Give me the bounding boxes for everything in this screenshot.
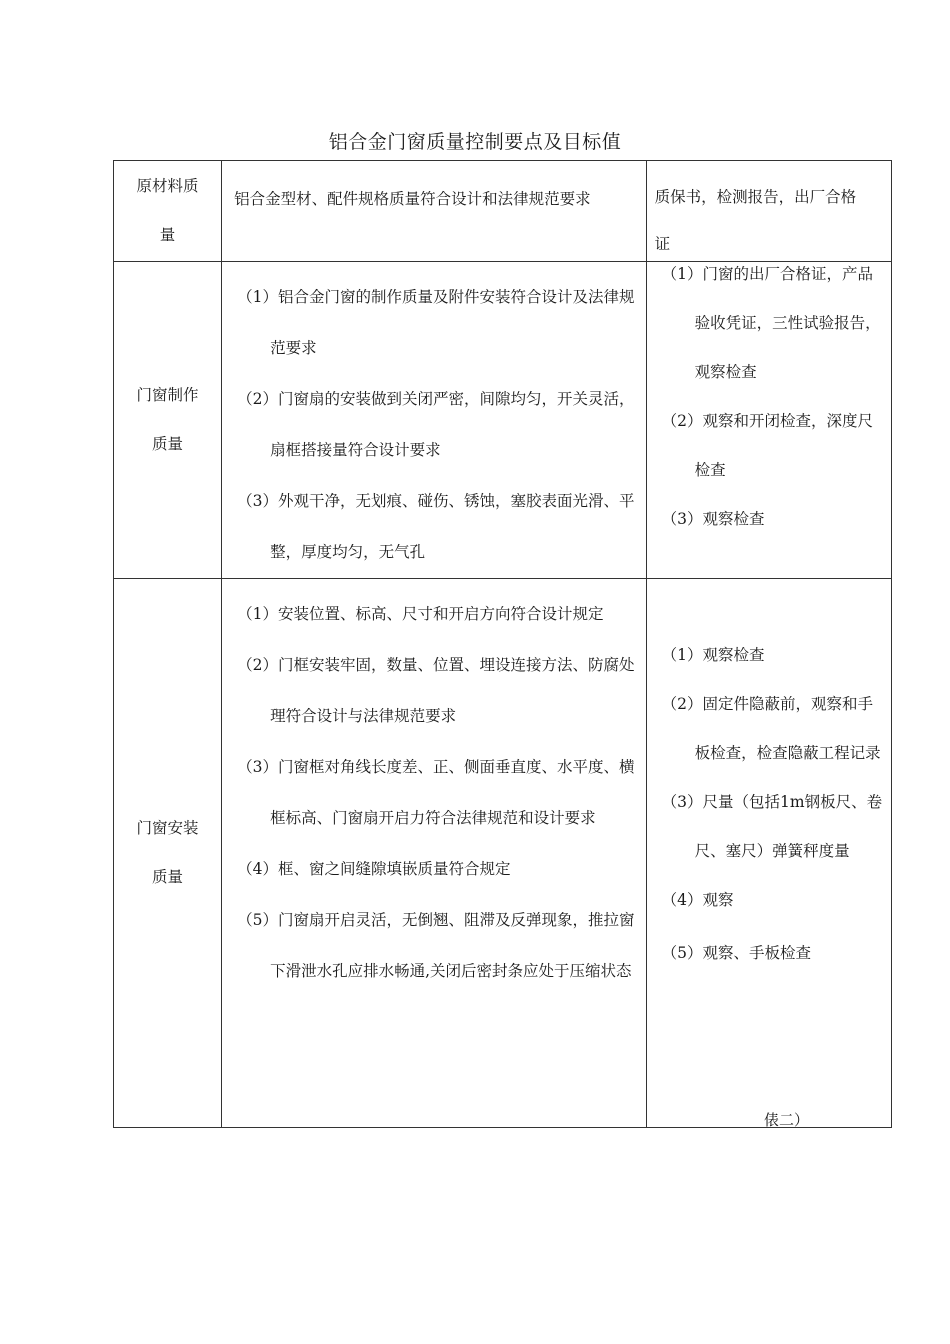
category-label: 门窗制作质量 bbox=[136, 386, 199, 453]
list-item: （3）外观干净，无划痕、碰伤、锈蚀，塞胶表面光滑、平整，厚度均匀，无气孔 bbox=[237, 492, 635, 561]
category-cell bbox=[114, 262, 222, 579]
page-title: 铝合金门窗质量控制要点及目标值 bbox=[328, 131, 622, 153]
table-row bbox=[114, 161, 892, 262]
list-item: （3）观察检查 bbox=[661, 510, 765, 528]
category-label: 原材料质量 bbox=[136, 177, 199, 244]
list-item: （3）门窗框对角线长度差、正、侧面垂直度、水平度、横框标高、门窗扇开启力符合法律规范和设计要求 bbox=[237, 758, 635, 827]
quality-control-table bbox=[113, 160, 892, 1128]
requirement-cell bbox=[222, 161, 647, 262]
check-text-continued: 证 bbox=[654, 235, 671, 253]
list-item: （2）门框安装牢固，数量、位置、埋设连接方法、防腐处理符合设计与法律规范要求 bbox=[237, 656, 635, 725]
list-item: （1）铝合金门窗的制作质量及附件安装符合设计及法律规范要求 bbox=[237, 288, 635, 357]
table-row bbox=[114, 579, 892, 1128]
check-cell bbox=[646, 579, 891, 1128]
requirement-cell bbox=[222, 579, 647, 1128]
list-item: （1）安装位置、标高、尺寸和开启方向符合设计规定 bbox=[237, 605, 604, 623]
list-item: （5）观察、手板检查 bbox=[661, 944, 812, 962]
category-cell bbox=[114, 579, 222, 1128]
requirement-list bbox=[222, 262, 646, 578]
list-item: （1）观察检查 bbox=[661, 646, 765, 664]
list-item: （2）固定件隐蔽前，观察和手板检查，检查隐蔽工程记录 bbox=[661, 695, 881, 762]
requirement-cell bbox=[222, 262, 647, 579]
category-cell bbox=[114, 161, 222, 262]
list-item: （3）尺量（包括1m钢板尺、卷尺、塞尺）弹簧秤度量 bbox=[661, 793, 883, 860]
list-item: （4）观察 bbox=[661, 891, 734, 909]
list-item: （4）框、窗之间缝隙填嵌质量符合规定 bbox=[237, 860, 511, 878]
table-row bbox=[114, 262, 892, 579]
list-item: （1）门窗的出厂合格证，产品验收凭证，三性试验报告，观察检查 bbox=[661, 265, 881, 381]
requirement-list bbox=[222, 579, 646, 997]
check-cell bbox=[646, 161, 891, 262]
check-list bbox=[647, 579, 891, 978]
check-text: 质保书，检测报告，出厂合格 bbox=[654, 188, 857, 206]
category-label: 门窗安装质量 bbox=[136, 819, 199, 886]
requirement-text: 铝合金型材、配件规格质量符合设计和法律规范要求 bbox=[234, 190, 591, 208]
list-item: （2）门窗扇的安装做到关闭严密，间隙均匀，开关灵活，扇框搭接量符合设计要求 bbox=[237, 390, 635, 459]
check-cell bbox=[646, 262, 891, 579]
list-item: （2）观察和开闭检查，深度尺检查 bbox=[661, 412, 874, 479]
list-item: （5）门窗扇开启灵活，无倒翘、阻滞及反弹现象，推拉窗下滑泄水孔应排水畅通,关闭后密封条应处于压缩状态 bbox=[237, 911, 635, 980]
footer-note: 俵二） bbox=[764, 1111, 810, 1129]
check-list bbox=[647, 250, 891, 544]
